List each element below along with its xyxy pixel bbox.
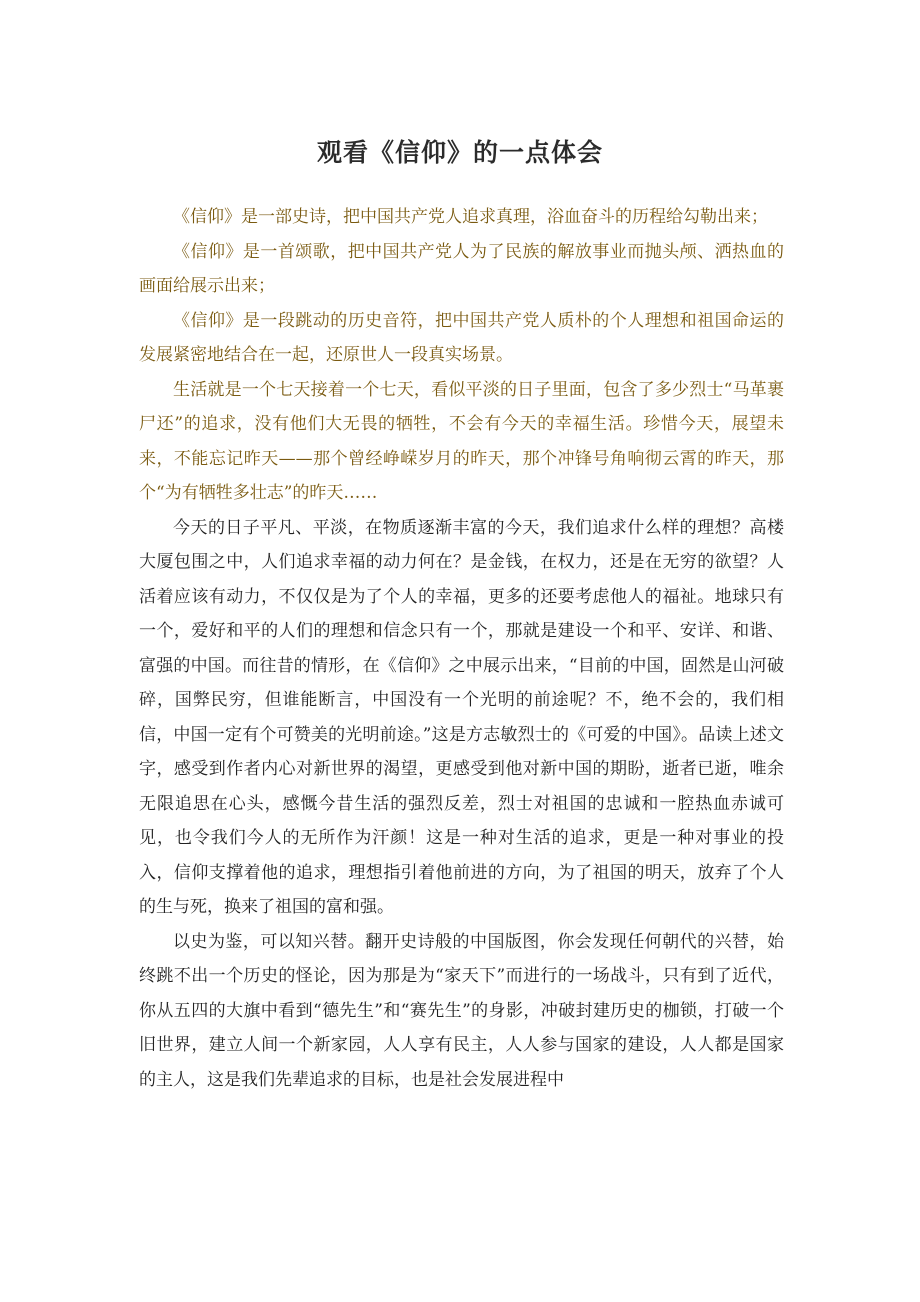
paragraph-6: 以史为鉴，可以知兴替。翻开史诗般的中国版图，你会发现任何朝代的兴替，始终跳不出一个历史的怪论，因为那是为“家天下”而进行的一场战斗，只有到了近代，你从五四的大旗中看到“德先生”和“赛先生”的身影，冲破封建历史的枷锁，打破一个旧世界，建立人间一个新家园，人人享有民主，人人参与国家的建设，人人都是国家的主人，这是我们先辈追求的目标，也是社会发展进程中: [139, 931, 784, 1090]
page-title: 观看《信仰》的一点体会: [316, 137, 603, 167]
paragraph-5: 今天的日子平凡、平淡，在物质逐渐丰富的今天，我们追求什么样的理想？高楼大厦包围之中，人们追求幸福的动力何在？是金钱，在权力，还是在无穷的欲望？人活着应该有动力，不仅仅是为了个人的幸福，更多的还要考虑他人的福祉。地球只有一个，爱好和平的人们的理想和信念只有一个，那就是建设一个和平、安详、和谐、富强的中国。而往昔的情形，在《信仰》之中展示出来，“目前的中国，固然是山河破碎，国弊民穷，但谁能断言，中国没有一个光明的前途呢？不，绝不会的，我们相信，中国一定有个可赞美的光明前途。”这是方志敏烈士的《可爱的中国》。品读上述文字，感受到作者内心对新世界的渴望，更感受到他对新中国的期盼，逝者已逝，唯余无限追思在心头，感慨今昔生活的强烈反差，烈士对祖国的忠诚和一腔热血赤诚可见，也令我们今人的无所作为汗颜！这是一种对生活的追求，更是一种对事业的投入，信仰支撑着他的追求，理想指引着他前进的方向，为了祖国的明天，放弃了个人的生与死，换来了祖国的富和强。: [139, 517, 784, 917]
paragraph-3: 《信仰》是一段跳动的历史音符，把中国共产党人质朴的个人理想和祖国命运的发展紧密地结合在一起，还原世人一段真实场景。: [139, 310, 784, 365]
paragraph-1: 《信仰》是一部史诗，把中国共产党人追求真理，浴血奋斗的历程给勾勒出来；: [173, 207, 768, 227]
document-body: [139, 200, 784, 1097]
paragraph-2: 《信仰》是一首颂歌，把中国共产党人为了民族的解放事业而抛头颅、洒热血的画面给展示出来；: [139, 241, 784, 296]
paragraph-4: 生活就是一个七天接着一个七天，看似平淡的日子里面，包含了多少烈士“马革裹尸还”的追求，没有他们大无畏的牺牲，不会有今天的幸福生活。珍惜今天，展望未来，不能忘记昨天——那个曾经峥嵘岁月的昨天，那个冲锋号角响彻云霄的昨天，那个“为有牺牲多壮志”的昨天……: [139, 379, 784, 503]
